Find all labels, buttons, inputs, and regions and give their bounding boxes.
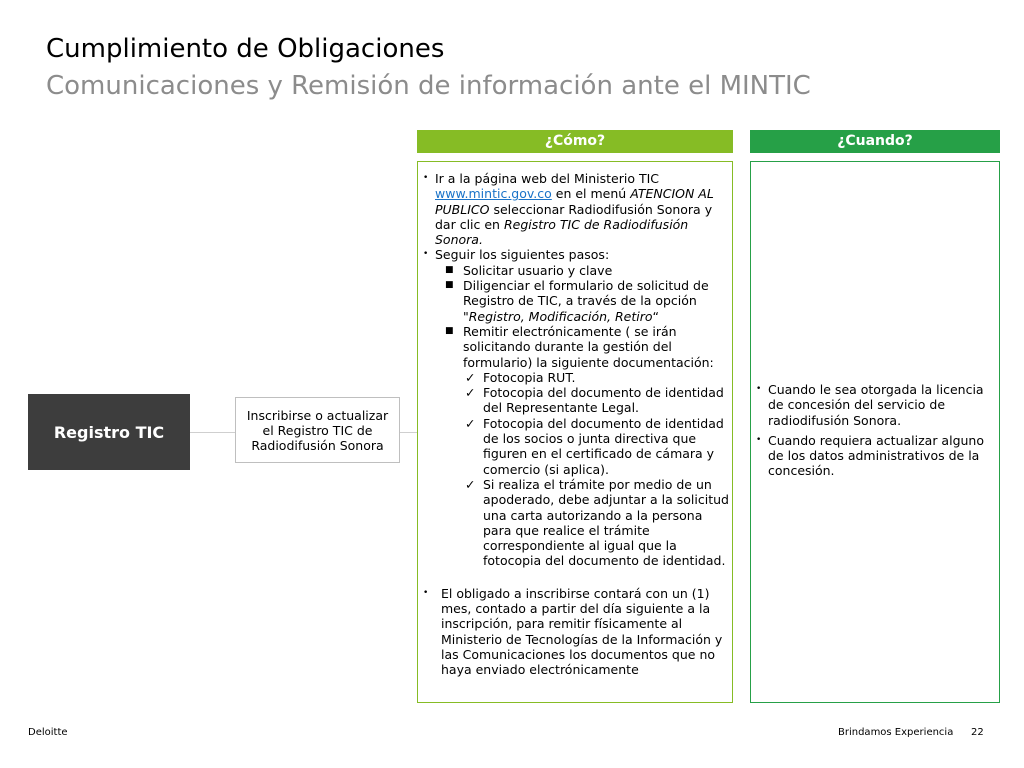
- middle-step-text: Inscribirse o actualizar el Registro TIC de Radiodifusión Sonora: [246, 407, 389, 453]
- cuando-item: [754, 433, 994, 479]
- mintic-link[interactable]: www.mintic.gov.co: [435, 186, 552, 202]
- check-item-text: Fotocopia RUT.: [483, 369, 576, 385]
- cuando-box: [750, 161, 1000, 703]
- check-icon: ✓: [465, 415, 476, 431]
- check-item: [421, 385, 729, 416]
- connector-line-right: [400, 432, 417, 433]
- header-cuando: ¿Cuando?: [750, 130, 1000, 153]
- como-b2-text: Seguir los siguientes pasos:: [435, 247, 610, 263]
- como-b3-text: El obligado a inscribirse contará con un (1) mes, contado a partir del día siguiente a la inscripción, para remitir físicamente al Ministerio de Tecnologías de la Información y las Comunicaciones los documentos que no haya enviado electrónicamente: [441, 585, 723, 678]
- registro-tic-label: Registro TIC: [53, 422, 165, 442]
- middle-step-box: [235, 397, 400, 463]
- check-item: [421, 370, 729, 385]
- check-icon: ✓: [465, 385, 476, 401]
- como-b1-em2: Registro TIC de Radiodifusión Sonora.: [435, 216, 689, 248]
- bullet-dot: •: [423, 173, 429, 183]
- check-item-text: Si realiza el trámite por medio de un apoderado, debe adjuntar a la solicitud una carta autorizando a la persona para que realice el trámite correspondiente al igual que la fotocopia del documento de identidad.: [483, 476, 729, 569]
- bullet-dot: •: [423, 249, 429, 260]
- square-bullet: ■: [445, 264, 454, 275]
- como-b1-mid: en el menú: [551, 186, 631, 202]
- como-step-1-text: Solicitar usuario y clave: [463, 262, 613, 278]
- como-step-3-text: Remitir electrónicamente ( se irán solicitando durante la gestión del formulario) la siguiente documentación:: [463, 323, 714, 370]
- como-step-2-text: Diligenciar el formulario de solicitud de Registro de TIC, a través de la opción ": [463, 278, 709, 324]
- como-step-3: [421, 324, 729, 370]
- page-subtitle: Comunicaciones y Remisión de información ante el MINTIC: [46, 71, 811, 101]
- check-item-text: Fotocopia del documento de identidad del Representante Legal.: [483, 385, 724, 416]
- header-como: ¿Cómo?: [417, 130, 733, 153]
- check-icon: ✓: [465, 476, 476, 492]
- footer-brand: Deloitte: [28, 727, 68, 738]
- bullet-dot: •: [423, 587, 429, 598]
- como-b1-em1: ATENCION AL PUBLICO: [435, 186, 714, 217]
- bullet-dot: •: [756, 434, 762, 445]
- registro-tic-box: [28, 394, 190, 470]
- check-item: [421, 416, 729, 477]
- footer-tagline: Brindamos Experiencia: [838, 727, 954, 738]
- como-step-2-post: “: [652, 308, 660, 324]
- square-bullet: ■: [445, 280, 454, 291]
- cuando-item-text: Cuando le sea otorgada la licencia de concesión del servicio de radiodifusión Sonora.: [768, 382, 984, 428]
- como-bullet-1: [421, 171, 729, 247]
- check-item: [421, 477, 729, 569]
- check-item-text: Fotocopia del documento de identidad de los socios o junta directiva que figuren en el certificado de cámara y comercio (si aplica).: [483, 415, 724, 477]
- check-icon: ✓: [465, 369, 476, 385]
- bullet-dot: •: [756, 384, 762, 394]
- como-b1-text: Ir a la página web del Ministerio TIC: [435, 171, 660, 186]
- como-b1-mid2: seleccionar Radiodifusión Sonora y dar clic en: [435, 201, 713, 232]
- como-step-2-em: Registro, Modificación, Retiro: [468, 308, 653, 324]
- page-title: Cumplimiento de Obligaciones: [46, 34, 445, 64]
- como-bullet-2: [421, 247, 729, 262]
- square-bullet: ■: [445, 325, 454, 336]
- como-bullet-3: [421, 586, 729, 678]
- connector-line-left: [190, 432, 235, 433]
- como-step-2: [421, 278, 729, 324]
- cuando-item: [754, 382, 994, 428]
- como-box: [417, 161, 733, 703]
- cuando-item-text: Cuando requiera actualizar alguno de los datos administrativos de la concesión.: [768, 432, 984, 479]
- como-step-1: [421, 263, 729, 278]
- page-number: 22: [971, 727, 984, 738]
